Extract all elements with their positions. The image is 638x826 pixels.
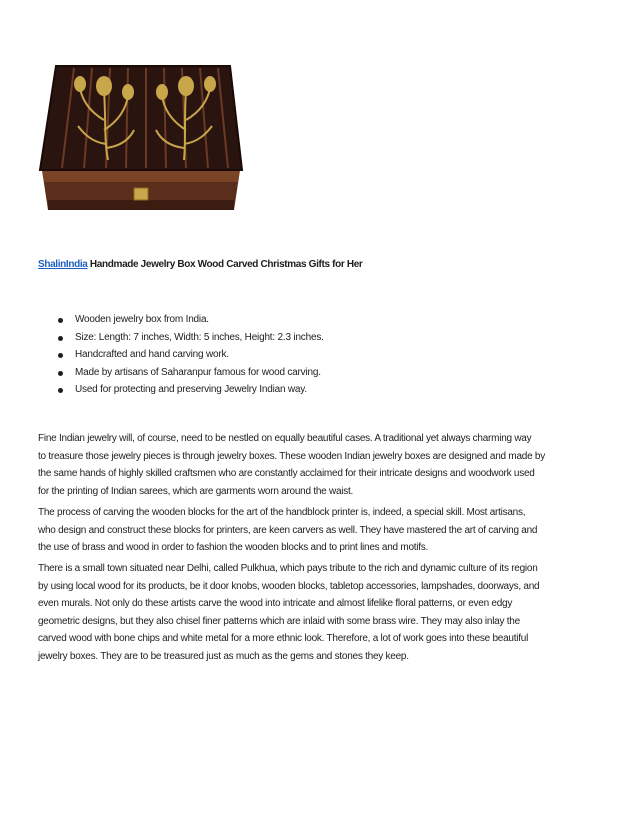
product-title [38, 259, 362, 270]
feature-list [58, 313, 324, 401]
bullet-icon [58, 371, 63, 376]
shalinindia-link[interactable]: ShalinIndia [38, 259, 88, 270]
paragraph-3: There is a small town situated near Delhi, called Pulkhua, which pays tribute to the rich and dynamic culture of its region by using local wood for its products, be it door knobs, wooden blocks, tabletop accessories, lampshades, doorways, and even murals. Not only do these artists carve the wood into intricate and almost lifelike floral patterns, or even edgy geometric designs, but they also chisel finer patterns which are inlaid with some brass wire. They may also inlay the carved wood with bone chips and white metal for a more ethnic look. Therefore, a lot of work goes into these beautiful jewelry boxes. They are to be treasured just as much as the gems and stones they keep. [38, 563, 540, 662]
list-item: Made by artisans of Saharanpur famous for wood carving. [58, 366, 324, 384]
bullet-icon [58, 318, 63, 323]
paragraph-2: The process of carving the wooden blocks for the art of the handblock printer is, indeed, a special skill. Most artisans, who design and construct these blocks for printers, are keen carvers as well. They have mastered the art of carving and the use of brass and wood in order to fashion the wooden blocks and to print lines and motifs. [38, 507, 538, 554]
list-item: Wooden jewelry box from India. [58, 313, 324, 331]
bullet-icon [58, 336, 63, 341]
product-image [34, 60, 248, 218]
list-item: Size: Length: 7 inches, Width: 5 inches, Height: 2.3 inches. [58, 331, 324, 349]
jewelry-box-illustration [34, 60, 248, 218]
paragraph-1: Fine Indian jewelry will, of course, need to be nestled on equally beautiful cases. A traditional yet always charming way to treasure those jewelry pieces is through jewelry boxes. These wooden Indian jewelry boxes are designed and made by the same hands of highly skilled craftsmen who are constantly acclaimed for their intricate designs and woodwork used for the printing of Indian sarees, which are garments worn around the waist. [38, 433, 545, 497]
bullet-icon [58, 353, 63, 358]
list-item: Handcrafted and hand carving work. [58, 348, 324, 366]
list-item: Used for protecting and preserving Jewelry Indian way. [58, 383, 324, 401]
bullet-icon [58, 388, 63, 393]
product-title-text: Handmade Jewelry Box Wood Carved Christmas Gifts for Her [87, 259, 363, 270]
